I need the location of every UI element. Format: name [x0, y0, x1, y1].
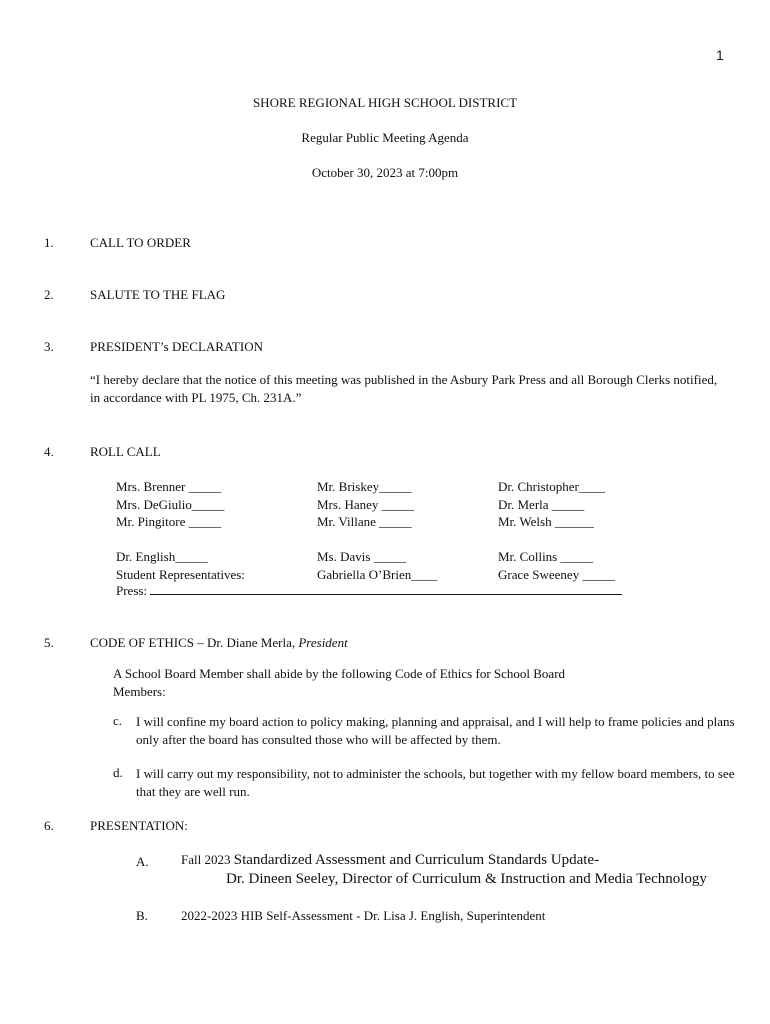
roll-name: Dr. Merla _____: [498, 496, 585, 512]
item-heading-presentation: PRESENTATION:: [90, 818, 188, 833]
item-number: 4.: [44, 444, 54, 459]
item-number: 6.: [44, 818, 54, 833]
roll-name: Dr. English_____: [116, 549, 208, 564]
district-title: SHORE REGIONAL HIGH SCHOOL DISTRICT: [252, 95, 518, 110]
ethics-point-text: I will confine my board action to policy making, planning and appraisal, and I will help to frame policies and plans only after the board has consulted those who will be affected by them.: [136, 714, 735, 747]
presentation-letter: B.: [136, 908, 148, 923]
ethics-intro: A School Board Member shall abide by the following Code of Ethics for School Board Members:: [113, 666, 566, 699]
page-number: 1: [716, 47, 724, 63]
declaration-text: “I hereby declare that the notice of this meeting was published in the Asbury Park Press and all Borough Clerks notified, in accordance with PL 1975, Ch. 231A.”: [90, 372, 718, 405]
item-number: 1.: [44, 235, 54, 250]
roll-name: Ms. Davis _____: [317, 549, 407, 564]
roll-name: Mr. Briskey_____: [317, 479, 412, 494]
presentation-prefix: Fall 2023: [181, 852, 231, 867]
item-heading-declaration: PRESIDENT’s DECLARATION: [90, 339, 263, 354]
press-label: Press:: [116, 583, 148, 598]
item-number: 3.: [44, 339, 54, 354]
roll-call-column-2: [317, 478, 414, 531]
ethics-label: CODE OF ETHICS – Dr. Diane Merla,: [90, 635, 296, 650]
presentation-letter: A.: [136, 854, 149, 869]
roll-call-column-3b: [498, 548, 615, 583]
presentation-title: Standardized Assessment and Curriculum Standards Update-: [233, 852, 600, 868]
roll-name: Gabriella O’Brien____: [317, 566, 438, 582]
roll-name: Mr. Pingitore _____: [116, 514, 222, 529]
presentation-title: 2022-2023 HIB Self-Assessment - Dr. Lisa J. English, Superintendent: [181, 908, 546, 923]
press-signature-line: [150, 583, 622, 595]
item-heading-ethics: [90, 636, 348, 649]
roll-name: Grace Sweeney _____: [498, 566, 615, 582]
roll-name: Dr. Christopher____: [498, 479, 605, 494]
ethics-point-text: I will carry out my responsibility, not to administer the schools, but together with my fellow board members, to see that they are well run.: [136, 766, 735, 799]
roll-call-column-1: [116, 478, 224, 531]
item-heading-roll-call: ROLL CALL: [90, 444, 161, 459]
presentation-presenter: Dr. Dineen Seeley, Director of Curriculum & Instruction and Media Technology: [226, 871, 707, 887]
roll-name: Mr. Welsh ______: [498, 514, 594, 529]
roll-call-column-1b: [116, 548, 245, 583]
item-heading-call-to-order: CALL TO ORDER: [90, 235, 191, 250]
item-number: 2.: [44, 287, 54, 302]
presentation-entry-a: [181, 853, 599, 868]
item-heading-salute: SALUTE TO THE FLAG: [90, 287, 226, 302]
press-row: [116, 583, 622, 597]
roll-call-column-3: [498, 478, 605, 531]
meeting-date: October 30, 2023 at 7:00pm: [311, 165, 459, 180]
ethics-point-letter: d.: [113, 765, 123, 780]
agenda-title: Regular Public Meeting Agenda: [301, 130, 469, 145]
ethics-point-letter: c.: [113, 713, 123, 728]
roll-name: Student Representatives:: [116, 566, 245, 582]
roll-name: Mrs. Brenner _____: [116, 479, 222, 494]
roll-name: Mrs. Haney _____: [317, 496, 415, 512]
item-number: 5.: [44, 635, 54, 650]
roll-name: Mr. Collins _____: [498, 549, 593, 564]
roll-name: Mr. Villane _____: [317, 514, 412, 529]
ethics-label-title: President: [298, 635, 348, 650]
roll-name: Mrs. DeGiulio_____: [116, 496, 225, 512]
roll-call-column-2b: [317, 548, 437, 583]
